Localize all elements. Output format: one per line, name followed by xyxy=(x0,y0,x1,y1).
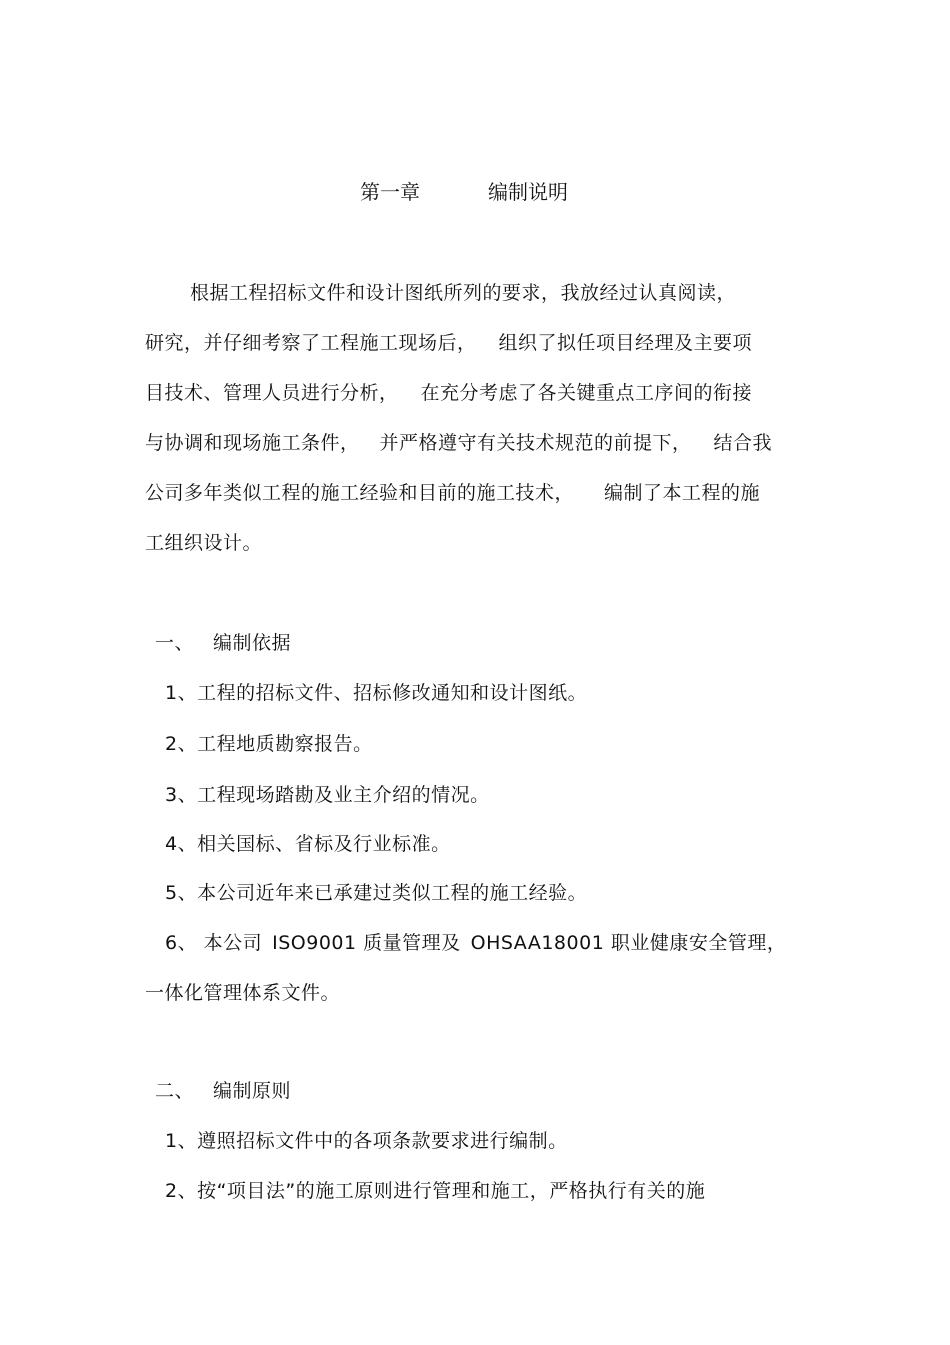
intro-line-3a: 目技术、管理人员进行分析， xyxy=(145,382,399,404)
chapter-title: 编制说明 xyxy=(488,180,568,204)
intro-line-2 xyxy=(145,330,752,356)
intro-line-3 xyxy=(145,380,752,406)
section1-item-1: 1、工程的招标文件、招标修改通知和设计图纸。 xyxy=(165,682,588,704)
intro-line-2b: 组织了拟任项目经理及主要项 xyxy=(498,332,753,354)
section2-number: 二、 xyxy=(155,1080,195,1102)
section1-item-6a: 6、 本公司 xyxy=(165,932,263,954)
section1-heading xyxy=(155,630,291,656)
intro-line-4 xyxy=(145,430,772,456)
section2-heading xyxy=(155,1078,291,1104)
intro-line-5a: 公司多年类似工程的施工经验和目前的施工技术， xyxy=(145,482,575,504)
intro-line-4a: 与协调和现场施工条件， xyxy=(145,432,360,454)
intro-line-5 xyxy=(145,480,760,506)
intro-line-3b: 在充分考虑了各关键重点工序间的衔接 xyxy=(420,382,753,404)
section1-item-6-cont: 一体化管理体系文件。 xyxy=(145,982,341,1004)
chapter-number: 第一章 xyxy=(360,180,420,204)
section1-item-3: 3、工程现场踏勘及业主介绍的情况。 xyxy=(165,784,490,806)
section2-item-1: 1、遵照招标文件中的各项条款要求进行编制。 xyxy=(165,1130,568,1152)
section1-item-6b: ISO9001 质量管理及 xyxy=(272,932,461,954)
section2-item-2: 2、按“项目法”的施工原则进行管理和施工，严格执行有关的施 xyxy=(165,1180,706,1202)
chapter-heading xyxy=(360,178,568,206)
section1-item-6c: OHSAA18001 职业健康安全管理， xyxy=(470,932,787,954)
section2-title: 编制原则 xyxy=(213,1080,292,1102)
intro-line-6: 工组织设计。 xyxy=(145,532,263,554)
section1-item-5: 5、本公司近年来已承建过类似工程的施工经验。 xyxy=(165,882,588,904)
intro-line-1: 根据工程招标文件和设计图纸所列的要求，我放经过认真阅读， xyxy=(190,282,737,304)
intro-line-5b: 编制了本工程的施 xyxy=(604,482,761,504)
section1-item-2: 2、工程地质勘察报告。 xyxy=(165,733,373,755)
section1-item-6 xyxy=(165,930,786,956)
section1-title: 编制依据 xyxy=(213,632,292,654)
section1-number: 一、 xyxy=(155,632,195,654)
section1-item-4: 4、相关国标、省标及行业标准。 xyxy=(165,833,451,855)
intro-line-4b: 并严格遵守有关技术规范的前提下， xyxy=(379,432,692,454)
intro-line-4c: 结合我 xyxy=(713,432,773,454)
intro-line-2a: 研究，并仔细考察了工程施工现场后， xyxy=(145,332,477,354)
